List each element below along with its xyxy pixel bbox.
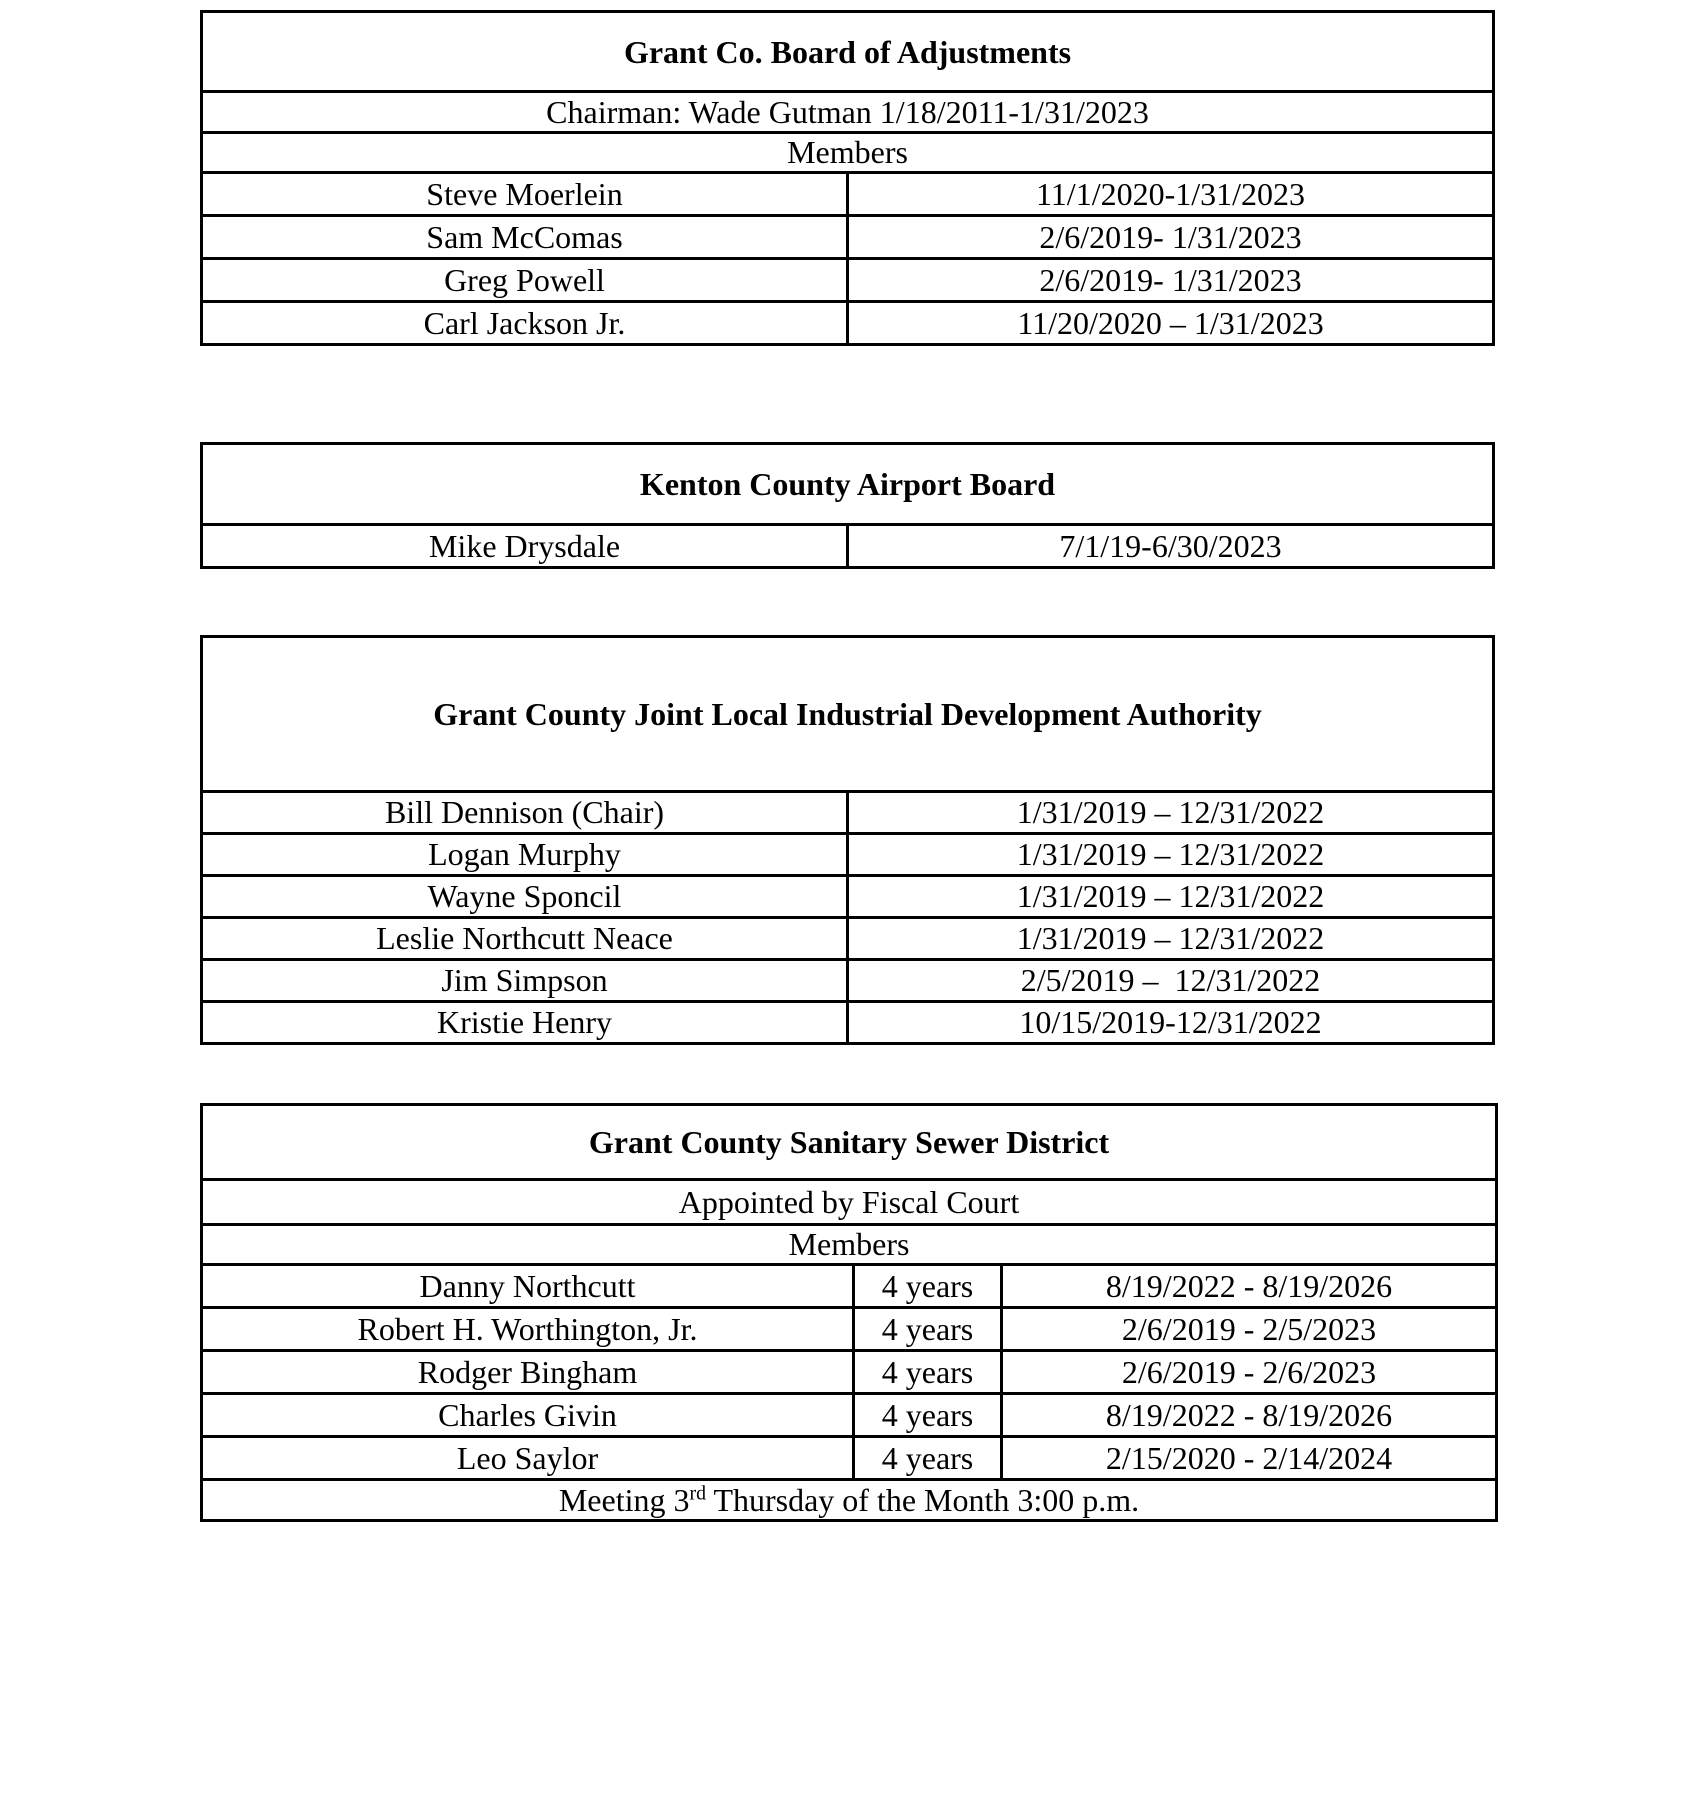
member-name: Carl Jackson Jr. [202,302,848,345]
members-header-label: Members [202,1225,1497,1265]
member-row [202,876,1494,918]
member-term-length: 4 years [854,1308,1002,1351]
member-term-length: 4 years [854,1351,1002,1394]
sanitary-sewer-district-title: Grant County Sanitary Sewer District [202,1105,1497,1180]
member-term: 8/19/2022 - 8/19/2026 [1002,1265,1497,1308]
member-term: 2/6/2019- 1/31/2023 [848,216,1494,259]
meeting-info-text [202,1480,1497,1521]
member-name: Charles Givin [202,1394,854,1437]
member-row [202,259,1494,302]
chairman-text: Chairman: Wade Gutman 1/18/2011-1/31/2023 [202,92,1494,133]
member-row [202,216,1494,259]
member-row [202,1351,1497,1394]
member-row [202,960,1494,1002]
member-row [202,918,1494,960]
member-term: 11/20/2020 – 1/31/2023 [848,302,1494,345]
member-name: Danny Northcutt [202,1265,854,1308]
members-header-row [202,1225,1497,1265]
airport-board-table [200,442,1495,569]
member-name: Jim Simpson [202,960,848,1002]
meeting-text-prefix: Meeting 3 [558,1481,690,1518]
member-row [202,1002,1494,1044]
appointed-by-row [202,1180,1497,1225]
board-of-adjustments-table [200,10,1495,346]
member-term: 11/1/2020-1/31/2023 [848,173,1494,216]
appointed-by-text: Appointed by Fiscal Court [202,1180,1497,1225]
member-term: 8/19/2022 - 8/19/2026 [1002,1394,1497,1437]
member-name: Kristie Henry [202,1002,848,1044]
member-row [202,1394,1497,1437]
member-name: Robert H. Worthington, Jr. [202,1308,854,1351]
meeting-text-suffix: Thursday of the Month 3:00 p.m. [706,1481,1140,1518]
member-name: Sam McComas [202,216,848,259]
member-row [202,1308,1497,1351]
chairman-row [202,92,1494,133]
member-term: 1/31/2019 – 12/31/2022 [848,792,1494,834]
member-term: 2/6/2019- 1/31/2023 [848,259,1494,302]
ordinal-superscript: rd [689,1481,707,1504]
member-term: 2/5/2019 – 12/31/2022 [848,960,1494,1002]
member-term-length: 4 years [854,1394,1002,1437]
member-name: Bill Dennison (Chair) [202,792,848,834]
member-term: 1/31/2019 – 12/31/2022 [848,918,1494,960]
board-of-adjustments-title: Grant Co. Board of Adjustments [202,12,1494,92]
table-title-row [202,444,1494,525]
member-term-length: 4 years [854,1437,1002,1480]
member-name: Leo Saylor [202,1437,854,1480]
member-term: 10/15/2019-12/31/2022 [848,1002,1494,1044]
member-name: Leslie Northcutt Neace [202,918,848,960]
members-header-row [202,133,1494,173]
member-name: Logan Murphy [202,834,848,876]
member-name: Wayne Sponcil [202,876,848,918]
member-row [202,525,1494,568]
member-term: 7/1/19-6/30/2023 [848,525,1494,568]
member-row [202,302,1494,345]
industrial-development-authority-title: Grant County Joint Local Industrial Development Authority [202,637,1494,792]
sanitary-sewer-district-table [200,1103,1498,1522]
member-row [202,792,1494,834]
member-term: 2/6/2019 - 2/6/2023 [1002,1351,1497,1394]
member-row [202,1437,1497,1480]
meeting-info-row [202,1480,1497,1521]
member-row [202,834,1494,876]
table-title-row [202,1105,1497,1180]
member-row [202,173,1494,216]
member-term: 2/6/2019 - 2/5/2023 [1002,1308,1497,1351]
industrial-development-authority-table [200,635,1495,1045]
member-name: Steve Moerlein [202,173,848,216]
table-title-row [202,637,1494,792]
member-row [202,1265,1497,1308]
airport-board-title: Kenton County Airport Board [202,444,1494,525]
member-term: 2/15/2020 - 2/14/2024 [1002,1437,1497,1480]
member-name: Rodger Bingham [202,1351,854,1394]
member-name: Mike Drysdale [202,525,848,568]
table-title-row [202,12,1494,92]
member-name: Greg Powell [202,259,848,302]
member-term: 1/31/2019 – 12/31/2022 [848,834,1494,876]
members-header-label: Members [202,133,1494,173]
member-term-length: 4 years [854,1265,1002,1308]
member-term: 1/31/2019 – 12/31/2022 [848,876,1494,918]
